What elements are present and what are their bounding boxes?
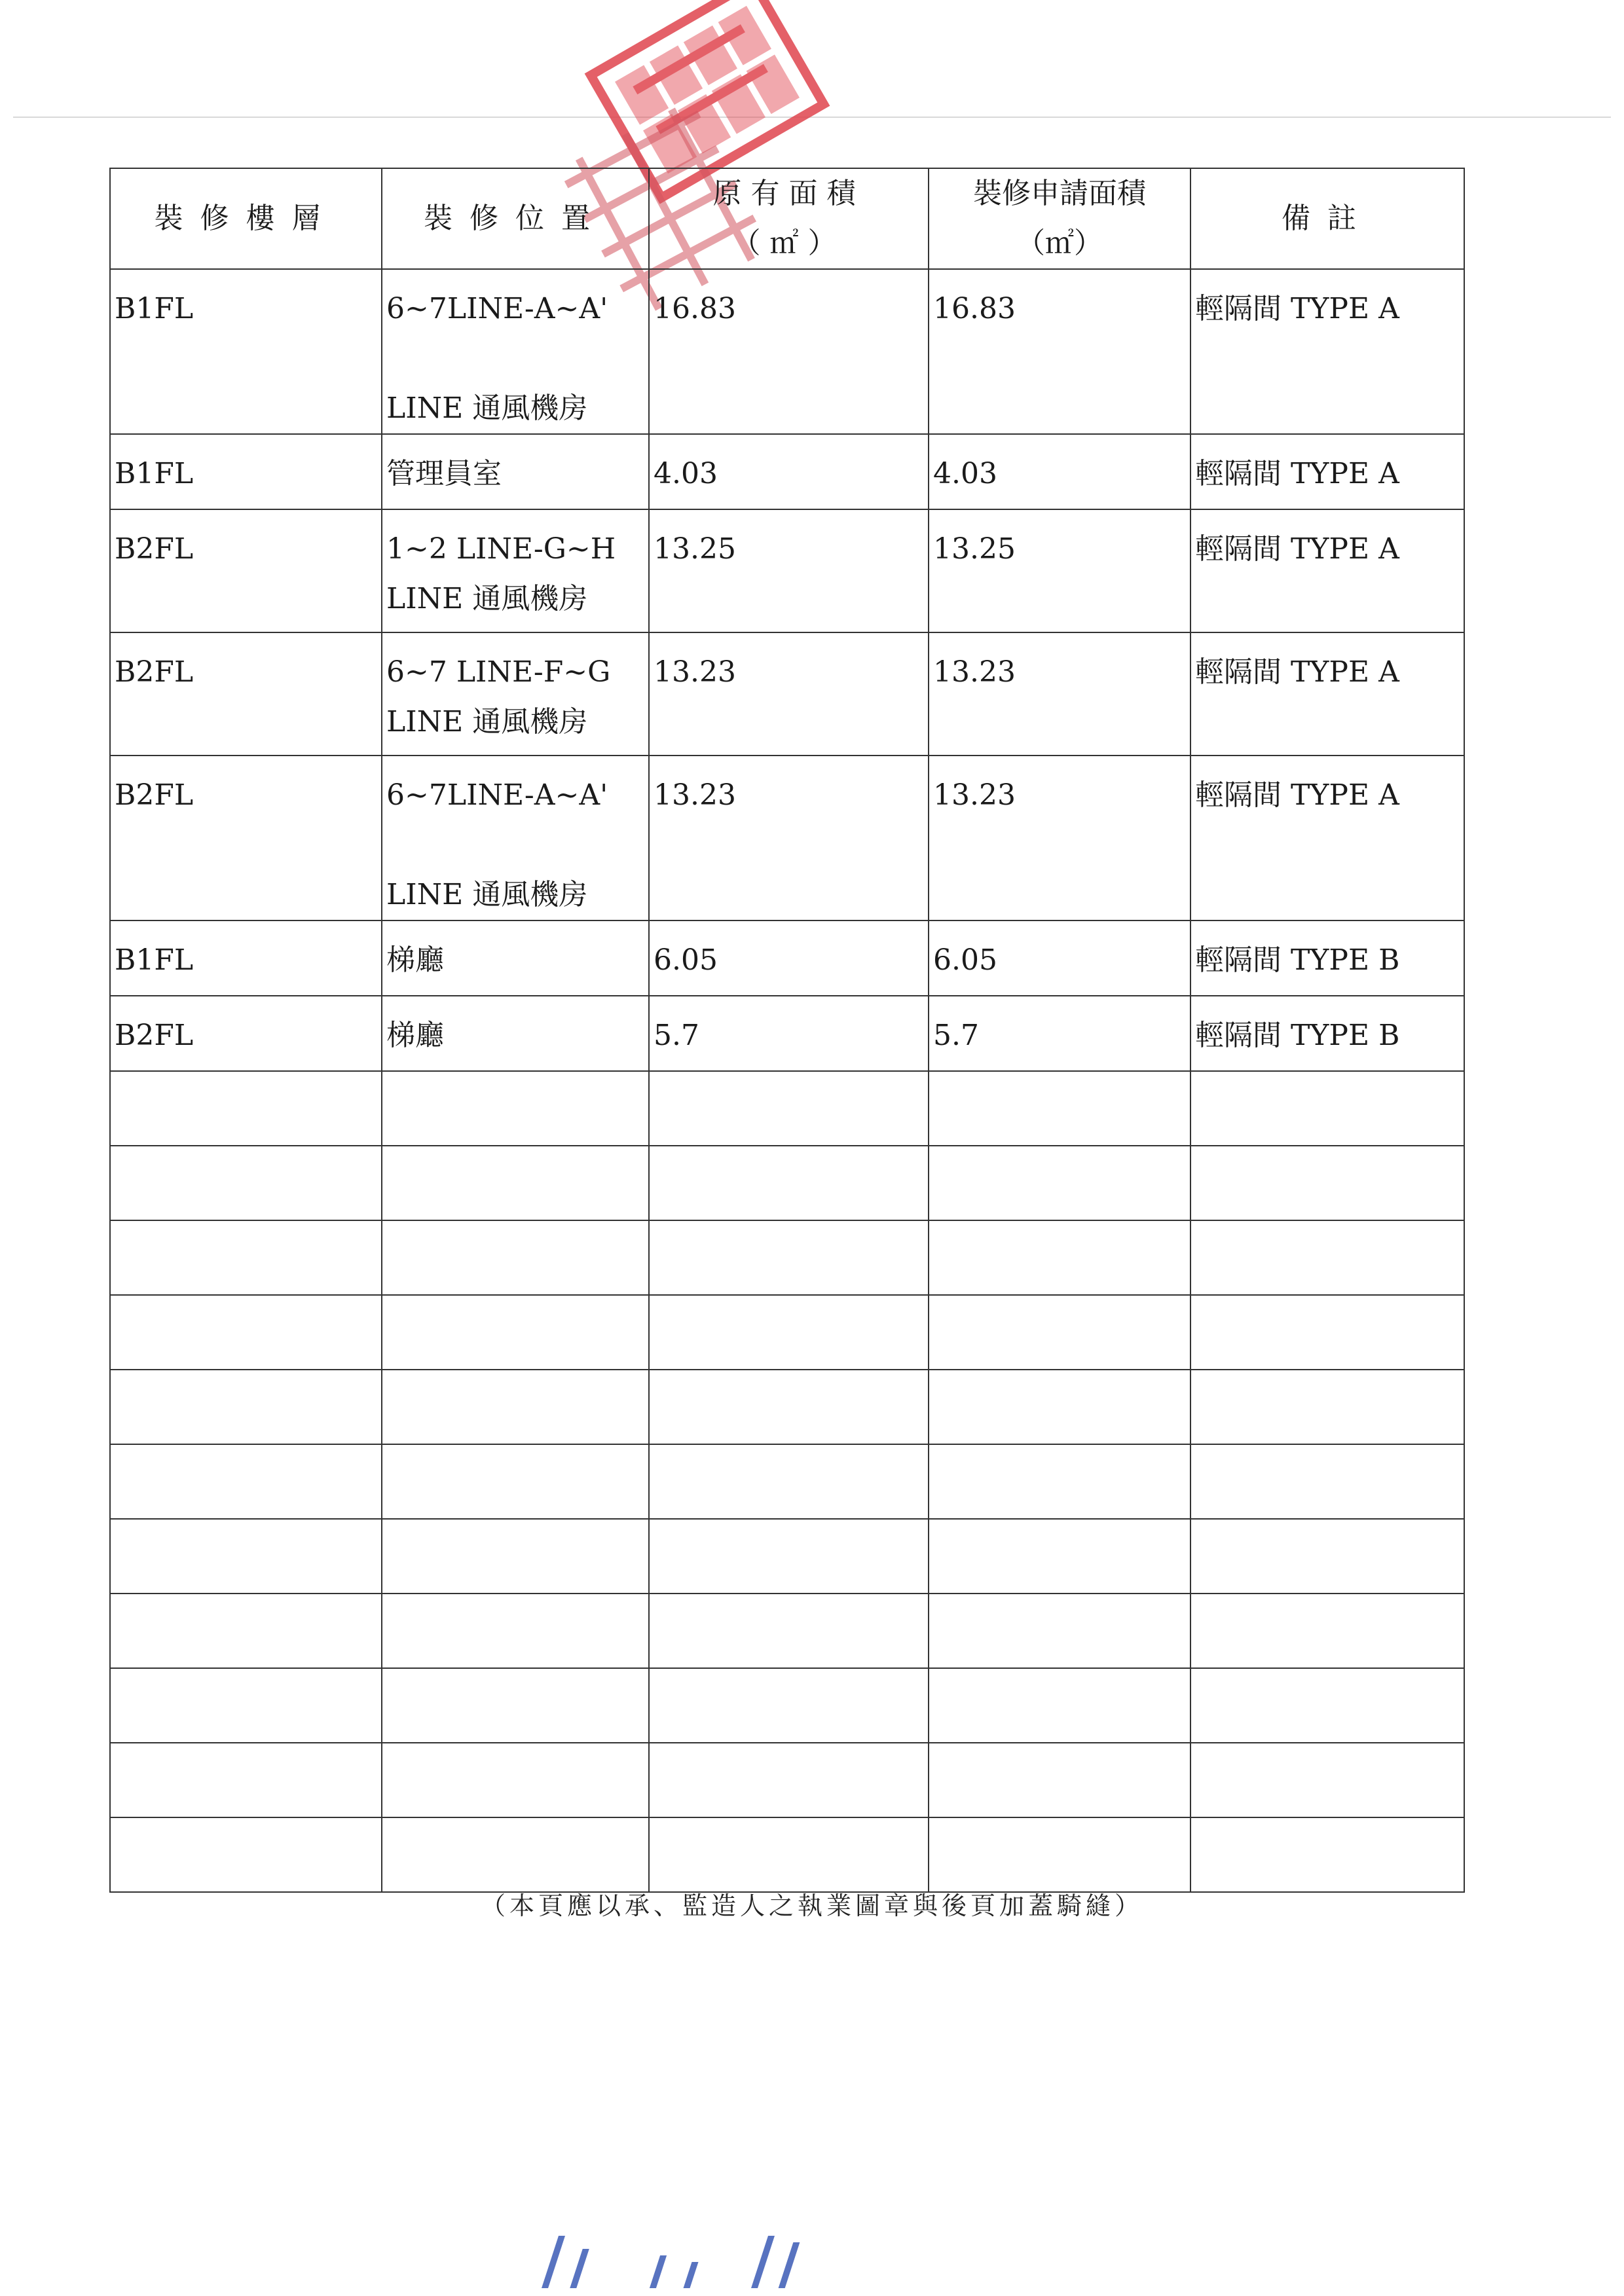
empty-table-row: [110, 1668, 1464, 1743]
seam-stamp-fragment: [537, 2223, 812, 2296]
header-location: 裝修位置: [382, 168, 649, 269]
header-original-area: 原有面積 （㎡）: [649, 168, 929, 269]
cell-note: 輕隔間 TYPE A: [1195, 292, 1399, 325]
header-note: 備註: [1190, 168, 1464, 269]
cell-original-area: 13.23: [654, 778, 736, 812]
cell-floor: B2FL: [115, 778, 194, 812]
page-edge-line: [13, 117, 1611, 118]
cell-note: 輕隔間 TYPE A: [1195, 532, 1399, 566]
empty-table-row: [110, 1295, 1464, 1370]
cell-location: 6~7 LINE-F~G LINE 通風機房: [386, 655, 611, 738]
renovation-area-table: [109, 168, 1465, 1893]
cell-note: 輕隔間 TYPE B: [1195, 1019, 1400, 1052]
cell-original-area: 5.7: [654, 1019, 699, 1052]
cell-location: 梯廳: [386, 943, 444, 977]
cell-floor: B1FL: [115, 292, 194, 325]
cell-location: 6~7LINE-A~A' LINE 通風機房: [386, 292, 608, 425]
cell-floor: B1FL: [115, 457, 194, 490]
cell-note: 輕隔間 TYPE A: [1195, 778, 1399, 812]
empty-table-row: [110, 1146, 1464, 1220]
cell-applied-area: 13.25: [933, 532, 1016, 566]
empty-table-row: [110, 1444, 1464, 1519]
cell-location: 1~2 LINE-G~H LINE 通風機房: [386, 532, 616, 615]
cell-location: 6~7LINE-A~A' LINE 通風機房: [386, 778, 608, 911]
cell-floor: B2FL: [115, 1019, 194, 1052]
cell-applied-area: 4.03: [933, 457, 997, 490]
cell-floor: B2FL: [115, 655, 194, 689]
cell-applied-area: 13.23: [933, 778, 1016, 812]
table-row: [110, 756, 1464, 920]
empty-table-row: [110, 1817, 1464, 1892]
table-row: [110, 509, 1464, 632]
table-row: [110, 434, 1464, 509]
empty-table-row: [110, 1594, 1464, 1668]
empty-table-row: [110, 1519, 1464, 1594]
cell-floor: B1FL: [115, 943, 194, 977]
table-row: [110, 632, 1464, 756]
cell-location: 管理員室: [386, 457, 502, 490]
cell-note: 輕隔間 TYPE A: [1195, 655, 1399, 689]
cell-original-area: 4.03: [654, 457, 718, 490]
cell-original-area: 13.25: [654, 532, 736, 566]
table-row: [110, 996, 1464, 1071]
cell-original-area: 16.83: [654, 292, 736, 325]
cell-note: 輕隔間 TYPE B: [1195, 943, 1400, 977]
cell-floor: B2FL: [115, 532, 194, 566]
cell-applied-area: 5.7: [933, 1019, 979, 1052]
header-applied-area: 裝修申請面積 （㎡）: [929, 168, 1190, 269]
cell-applied-area: 16.83: [933, 292, 1016, 325]
empty-table-row: [110, 1370, 1464, 1444]
cell-note: 輕隔間 TYPE A: [1195, 457, 1399, 490]
empty-table-row: [110, 1220, 1464, 1295]
empty-table-row: [110, 1071, 1464, 1146]
cell-applied-area: 6.05: [933, 943, 997, 977]
cell-original-area: 6.05: [654, 943, 718, 977]
footer-note: （本頁應以承、監造人之執業圖章與後頁加蓋騎縫）: [480, 1891, 1143, 1920]
table-row: [110, 920, 1464, 996]
empty-table-row: [110, 1743, 1464, 1817]
cell-applied-area: 13.23: [933, 655, 1016, 689]
table-row: [110, 269, 1464, 434]
header-floor: 裝修樓層: [110, 168, 382, 269]
cell-original-area: 13.23: [654, 655, 736, 689]
cell-location: 梯廳: [386, 1019, 444, 1052]
table-header-row: [110, 168, 1464, 269]
